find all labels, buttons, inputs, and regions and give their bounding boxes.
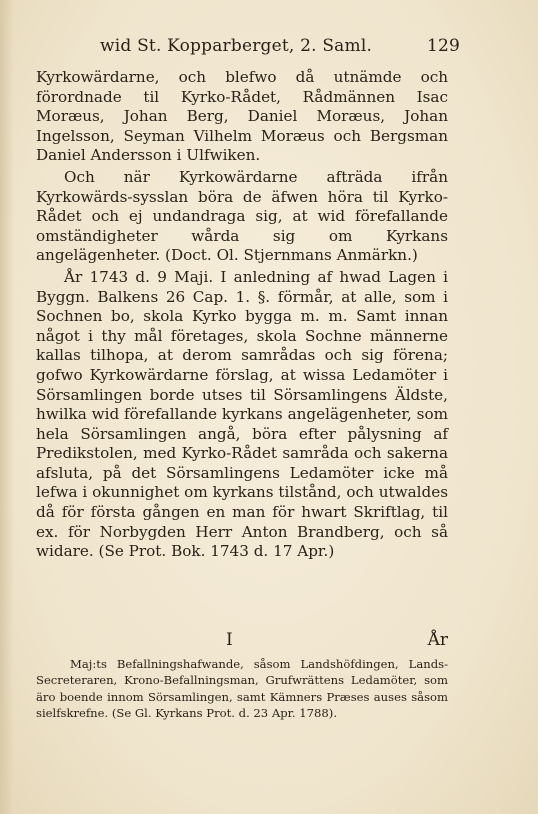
main-text: [36, 68, 448, 562]
running-title: wid St. Kopparberget, 2. Saml.: [100, 36, 373, 56]
paragraph-kyrkoradet: Och när Kyrkowärdarne afträda ifrån Kyrkowärds-sysslan böra de äfwen höra til Kyrko-Rådet och ej undandraga sig, at wid förefallande omständigheter wårda sig om Kyrkans angelägenheter. (Doct. Ol. Stjernmans Anmärkn.): [36, 167, 448, 265]
paragraph-continuation: Kyrkowärdarne, och blefwo då utnämde och förordnade til Kyrko-Rådet, Rådmännen Isac Moræus, Johan Berg, Daniel Moræus, Johan Ingelsson, Seyman Vilhelm Moræus och Bergsman Daniel Andersson i Ulfwiken.: [36, 68, 448, 165]
catchline: [36, 630, 448, 652]
page-number: 129: [426, 36, 460, 56]
running-header: [100, 36, 460, 62]
footnote-text: Maj:ts Befallningshafwande, såsom Landshöfdingen, Lands-Secreteraren, Krono-Befallningsman, Grufwrättens Ledamöter, som äro boende innom Sörsamlingen, samt Kämners Præses auses såsom sielfskrefne. (Se Gl. Kyrkans Prot. d. 23 Apr. 1788).: [36, 657, 448, 721]
signature-mark: I: [226, 630, 233, 650]
paragraph-1743: År 1743 d. 9 Maji. I anledning af hwad Lagen i Byggn. Balkens 26 Cap. 1. §. förmår, at alle, som i Sochnen bo, skola Kyrko bygga m. m. Samt innan något i thy mål företages, skola Sochne männerne kallas tilhopa, at derom samrådas och sig förena; gofwo Kyrkowärdarne förslag, at wissa Ledamöter i Sörsamlingen borde utses til Sörsamlingens Äldste, hwilka wid förefallande kyrkans angelägenheter, som hela Sörsamlingen angå, böra efter pålysning af Predikstolen, med Kyrko-Rådet samråda och sakerna afsluta, på det Sörsamlingens Ledamöter icke må lefwa i okunnighet om kyrkans tilstånd, och utwaldes då för första gången en man för hwart Skriftlag, til ex. för Norbygden Herr Anton Brandberg, och så widare. (Se Prot. Bok. 1743 d. 17 Apr.): [36, 267, 448, 561]
catchword: År: [427, 630, 448, 650]
footnote: [36, 656, 448, 722]
page-gutter-shadow: [0, 0, 14, 814]
